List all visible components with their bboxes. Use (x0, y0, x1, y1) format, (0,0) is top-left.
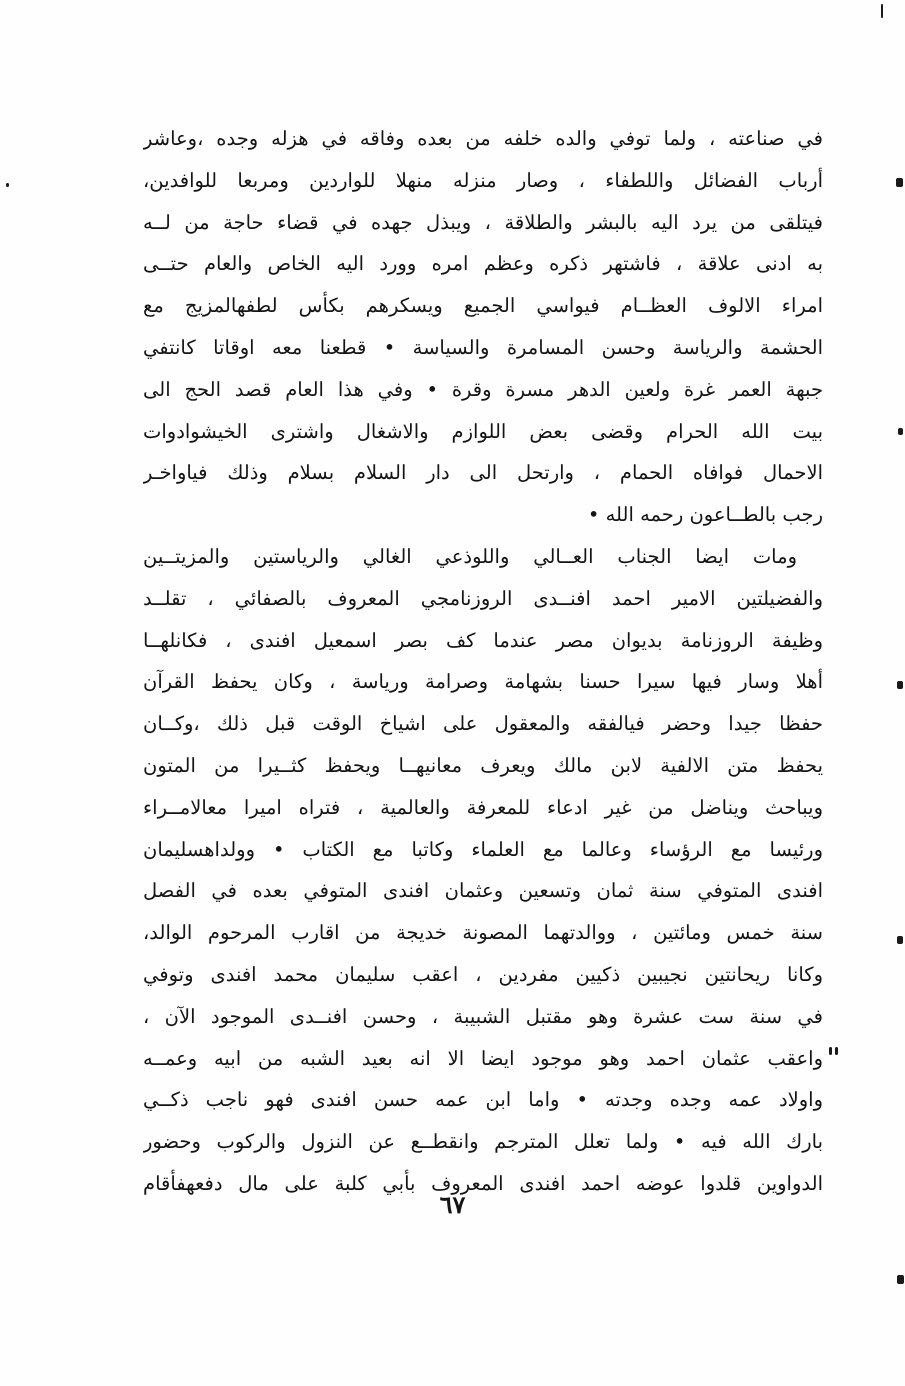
text-line: امراء الالوف العظــام فيواسي الجميع ويسكرهم بكأس لطفهالمزيج مع (143, 294, 823, 318)
text-line: ويباحث ويناضل من غير ادعاء للمعرفة والعالمية ، فتراه اميرا معالامــراء (143, 795, 823, 819)
scan-speck (897, 681, 903, 689)
scan-speck (897, 1275, 904, 1284)
text-line: الاحمال فوافاه الحمام ، وارتحل الى دار السلام بسلام وذلك فياواخـر (143, 461, 823, 485)
text-line: واعقب عثمان احمد وهو موجود ايضا الا انه بعيد الشبه من ابيه وعمــه (143, 1046, 823, 1070)
text-line: وكانا ريحانتين نجيبين ذكيين مفردين ، اعقب سليمان محمد افندى وتوفي (143, 962, 823, 986)
paragraph-start-line: ومات ايضا الجناب العــالي واللوذعي الغالي والرياستين والمزيتــين (143, 544, 797, 568)
scan-speck (898, 428, 903, 435)
text-line: في صناعته ، ولما توفي والده خلفه من بعده وفاقه في هزله وجده ،وعاشر (143, 127, 823, 150)
text-line: الحشمة والرياسة وحسن المسامرة والسياسة • قطعنا معه اوقاتا كانتفي (143, 335, 823, 359)
scan-speck (6, 183, 9, 187)
scan-speck (835, 1047, 838, 1055)
text-line: حفظا جيدا وحضر فيالفقه والمعقول على اشياخ الوقت قبل ذلك ،وكــان (143, 712, 823, 736)
text-line: واولاد عمه وجده وجدته • واما ابن عمه حسن افندى فهو ناجب ذكــي (143, 1088, 823, 1112)
text-line: يحفظ متن الالفية لابن مالك ويعرف معانيهــا ويحفظ كثــيرا من المتون (143, 753, 823, 777)
text-line: سنة خمس ومائتين ، ووالدتهما المصونة خديجة من اقارب المرحوم الوالد، (143, 921, 823, 945)
text-line: في سنة ست عشرة وهو مقتبل الشبيبة ، وحسن افنــدى الموجود الآن ، (143, 1004, 823, 1028)
text-line: بارك الله فيه • ولما تعلل المترجم وانقطــع عن النزول والركوب وحضور (143, 1130, 823, 1154)
text-line: به ادنى علاقة ، فاشتهر ذكره وعظم امره وورد اليه الخاص والعام حتــى (143, 252, 823, 276)
text-line: جبهة العمر غرة ولعين الدهر مسرة وقرة • وفي هذا العام قصد الحج الى (143, 377, 823, 401)
text-line: ورئيسا مع الرؤساء وعالما مع العلماء وكاتبا مع الكتاب • وولداهسليمان (143, 837, 823, 861)
body-text (143, 118, 823, 1205)
text-line: أهلا وسار فيها سيرا حسنا بشهامة وصرامة ورياسة ، وكان يحفظ القرآن (143, 670, 823, 694)
text-line: افندى المتوفي سنة ثمان وتسعين وعثمان افندى المتوفي بعده في الفصل (143, 879, 823, 903)
text-line: أرباب الفضائل واللطفاء ، وصار منزله منهلا للواردين ومربعا للوافدين، (143, 168, 823, 192)
text-line: والفضيلتين الامير احمد افنــدى الروزنامجي المعروف بالصفائي ، تقلــد (143, 586, 823, 610)
text-line: فيتلقى من يرد اليه بالبشر والطلاقة ، ويبذل جهده في قضاء حاجة من لــه (143, 210, 823, 234)
text-line: بيت الله الحرام وقضى بعض اللوازم والاشغال واشترى الخيشوادوات (143, 419, 823, 443)
page-number: ٦٧ (439, 1190, 466, 1219)
scan-speck (896, 178, 903, 187)
text-line: الدواوين قلدوا عوضه احمد افندى المعروف بأبي كلبة على مال دفعهفأقام (143, 1171, 823, 1195)
scan-speck (881, 4, 883, 18)
scan-speck (829, 1047, 832, 1055)
text-line: وظيفة الروزنامة بديوان مصر عندما كف بصر اسمعيل افندى ، فكانلهــا (143, 628, 823, 652)
scan-speck (897, 936, 903, 944)
paragraph-end-line: رجب بالطــاعون رحمه الله • (587, 503, 823, 527)
